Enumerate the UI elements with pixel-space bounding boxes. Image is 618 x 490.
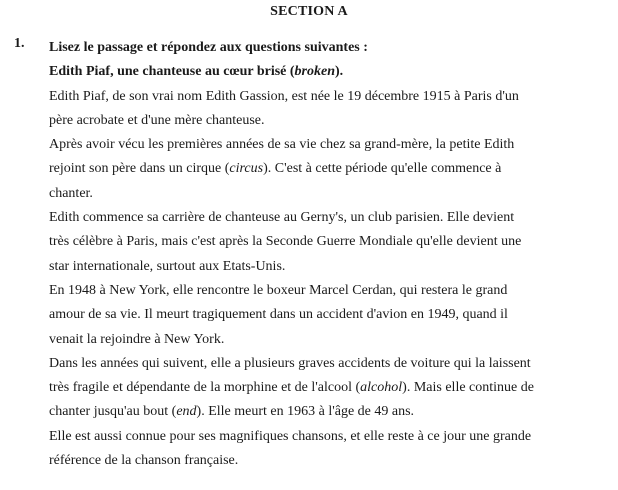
paragraph-line [49,376,609,400]
italic-term: circus [229,161,264,177]
paragraph-line: Elle est aussi connue pour ses magnifiques chansons, et elle reste à ce jour une grande [49,428,532,444]
paragraph-1 [49,85,609,134]
text-run: ). C'est à cette période qu'elle commence à [263,161,502,177]
paragraph-4 [49,279,609,352]
paragraph-line: star internationale, surtout aux Etats-Unis. [49,258,286,274]
paragraph-3 [49,206,609,279]
paragraph-line: amour de sa vie. Il meurt tragiquement dans un accident d'avion en 1949, quand il [49,307,508,323]
paragraph-line: Après avoir vécu les premières années de sa vie chez sa grand-mère, la petite Edith [49,137,515,153]
text-run: ). Mais elle continue de [402,380,534,396]
paragraph-line: père acrobate et d'une mère chanteuse. [49,112,265,128]
headline-italic: broken [294,64,335,80]
paragraph-line: très célèbre à Paris, mais c'est après la Seconde Guerre Mondiale qu'elle devient une [49,234,522,250]
headline-main: Edith Piaf, une chanteuse au cœur brisé ( [49,64,295,80]
paragraph-line: venait la rejoindre à New York. [49,331,225,347]
paragraph-line: Dans les années qui suivent, elle a plusieurs graves accidents de voiture qui la laissent [49,355,531,371]
paragraph-line: Edith Piaf, de son vrai nom Edith Gassion, est née le 19 décembre 1915 à Paris d'un [49,88,519,104]
passage-headline [49,60,609,84]
paragraph-2 [49,133,609,206]
paragraph-line: En 1948 à New York, elle rencontre le boxeur Marcel Cerdan, qui restera le grand [49,282,508,298]
paragraph-line [49,157,609,181]
section-title: SECTION A [270,4,348,19]
question-body [49,36,609,473]
text-run: très fragile et dépendante de la morphine et de l'alcool ( [49,380,361,396]
question-number: 1. [14,36,25,51]
paragraph-line: Edith commence sa carrière de chanteuse au Gerny's, un club parisien. Elle devient [49,210,515,226]
italic-term: end [176,404,197,420]
paragraph-line: chanter. [49,185,93,201]
text-run: chanter jusqu'au bout ( [49,404,177,420]
italic-term: alcohol [360,380,403,396]
question-instruction: Lisez le passage et répondez aux questions suivantes : [49,40,368,55]
headline-end: ). [335,64,344,80]
paragraph-5 [49,352,609,425]
paragraph-6 [49,425,609,474]
paragraph-line: référence de la chanson française. [49,453,239,469]
text-run: ). Elle meurt en 1963 à l'âge de 49 ans. [196,404,415,420]
paragraph-line [49,400,609,424]
text-run: rejoint son père dans un cirque ( [49,161,230,177]
